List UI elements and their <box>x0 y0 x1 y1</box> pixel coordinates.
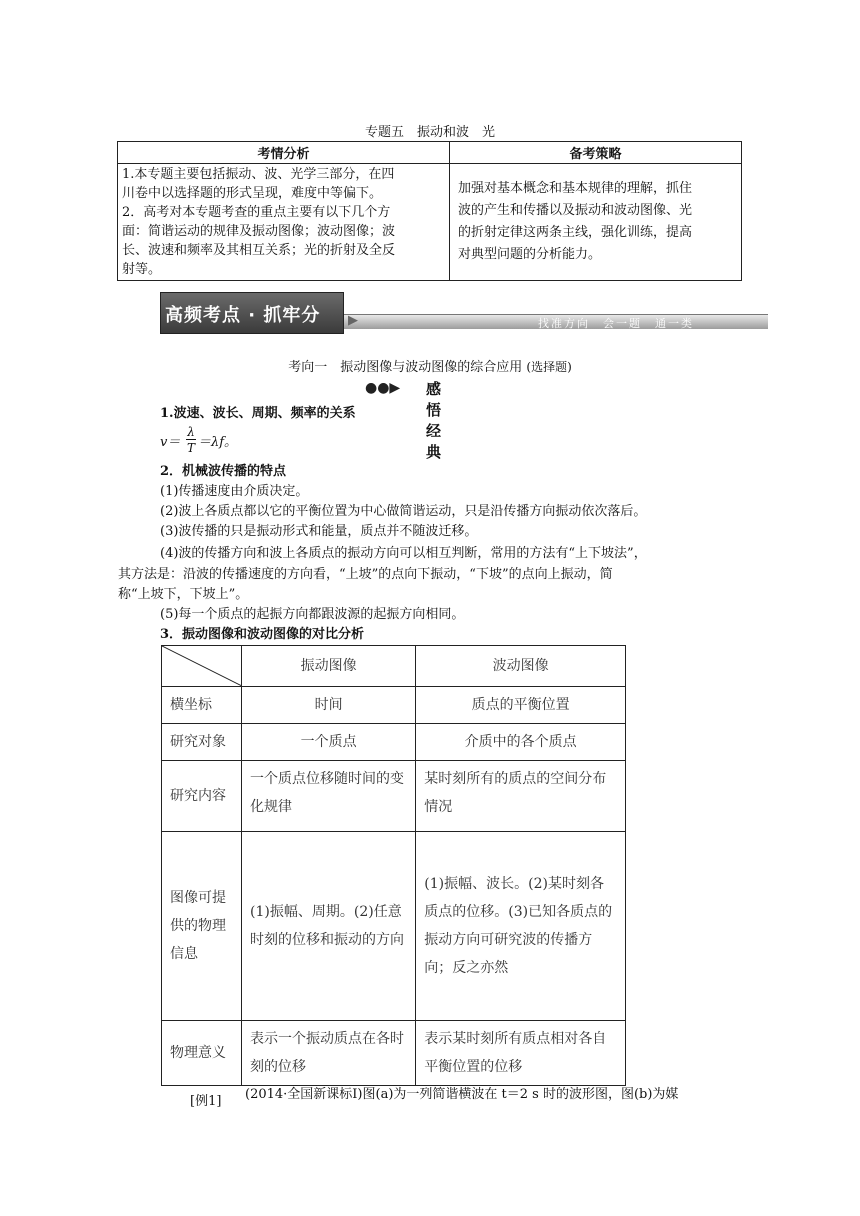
strategy-cell <box>450 164 742 281</box>
analysis-table <box>117 141 742 281</box>
table-row <box>162 1021 626 1086</box>
formula-denominator: T <box>186 441 195 455</box>
formula-numerator: λ <box>187 425 195 439</box>
item2-title: 2．机械波传播的特点 <box>160 464 287 479</box>
dots-arrow-icon: ●●▶ <box>365 380 401 396</box>
play-arrow-icon: ▶ <box>348 313 358 328</box>
table-row <box>162 761 626 832</box>
analysis-line: 1.本专题主要包括振动、波、光学三部分，在四 <box>122 167 395 182</box>
paragraph: (2)波上各质点都以它的平衡位置为中心做简谐运动，只是沿传播方向振动依次落后。 <box>160 504 647 519</box>
vibration-cell: 时间 <box>242 687 416 724</box>
header-vibration: 振动图像 <box>242 646 416 687</box>
section-banner <box>160 292 768 332</box>
table-row <box>162 646 626 687</box>
row-label: 物理意义 <box>162 1021 242 1086</box>
row-label: 图像可提供的物理信息 <box>162 832 242 1021</box>
classic-label: 感 悟 经 典 <box>426 380 444 461</box>
row-label: 横坐标 <box>162 687 242 724</box>
strategy-line: 对典型问题的分析能力。 <box>458 247 602 262</box>
formula-suffix: ＝λf。 <box>198 435 238 450</box>
vibration-cell: 表示一个振动质点在各时刻的位移 <box>242 1021 416 1086</box>
banner-subtitle: 找准方向 会一题 通一类 <box>538 317 694 330</box>
analysis-header: 考情分析 <box>118 142 450 164</box>
vibration-cell: 一个质点位移随时间的变化规律 <box>242 761 416 832</box>
table-row <box>162 724 626 761</box>
analysis-line: 长、波速和频率及其相互关系；光的折射及全反 <box>122 243 396 258</box>
analysis-line: 面：简谐运动的规律及振动图像；波动图像；波 <box>122 224 396 239</box>
header-wave: 波动图像 <box>416 646 626 687</box>
paragraph: 称“上坡下，下坡上”。 <box>118 587 249 602</box>
item3-title: 3．振动图像和波动图像的对比分析 <box>160 627 365 642</box>
wave-cell: 质点的平衡位置 <box>416 687 626 724</box>
analysis-line: 射等。 <box>122 262 162 277</box>
analysis-line: 2．高考对本专题考查的重点主要有以下几个方 <box>122 205 391 220</box>
paragraph: 其方法是：沿波的传播速度的方向看，“上坡”的点向下振动，“下坡”的点向上振动，简 <box>118 567 613 582</box>
example-label: [例1] <box>190 1094 222 1109</box>
paragraph: (1)传播速度由介质决定。 <box>160 484 309 499</box>
formula-prefix: v＝ <box>160 435 181 450</box>
analysis-cell <box>118 164 450 281</box>
row-label: 研究内容 <box>162 761 242 832</box>
paragraph: (5)每一个质点的起振方向都跟波源的起振方向相同。 <box>160 607 465 622</box>
wave-cell: (1)振幅、波长。(2)某时刻各质点的位移。(3)已知各质点的振动方向可研究波的传播方向；反之亦然 <box>416 832 626 1021</box>
comparison-table <box>161 645 626 1086</box>
section-heading <box>0 356 860 375</box>
strategy-header: 备考策略 <box>450 142 742 164</box>
banner-title: 高频考点 · 抓牢分 <box>165 305 321 326</box>
analysis-line: 川卷中以选择题的形式呈现，难度中等偏下。 <box>122 186 383 201</box>
section-heading-text: 考向一 振动图像与波动图像的综合应用 <box>288 360 523 375</box>
table-row <box>162 687 626 724</box>
item1-title: 1.波速、波长、周期、频率的关系 <box>160 406 356 421</box>
paragraph: (3)波传播的只是振动形式和能量，质点并不随波迁移。 <box>160 524 478 539</box>
example-text: (2014·全国新课标Ⅰ)图(a)为一列简谐横波在 t＝2 s 时的波形图，图(b)为媒 <box>245 1087 679 1102</box>
section-heading-tag: (选择题) <box>526 360 572 374</box>
page-title: 专题五 振动和波 光 <box>364 125 495 140</box>
wave-cell: 介质中的各个质点 <box>416 724 626 761</box>
row-label: 研究对象 <box>162 724 242 761</box>
table-row <box>162 832 626 1021</box>
diagonal-header-cell <box>162 646 242 687</box>
strategy-line: 的折射定律这两条主线，强化训练，提高 <box>458 225 693 240</box>
wave-cell: 某时刻所有的质点的空间分布情况 <box>416 761 626 832</box>
strategy-line: 加强对基本概念和基本规律的理解，抓住 <box>458 181 693 196</box>
wave-cell: 表示某时刻所有质点相对各自平衡位置的位移 <box>416 1021 626 1086</box>
banner-badge <box>160 292 344 334</box>
strategy-line: 波的产生和传播以及振动和波动图像、光 <box>458 203 693 218</box>
paragraph: (4)波的传播方向和波上各质点的振动方向可以相互判断，常用的方法有“上下坡法”， <box>160 546 647 561</box>
vibration-cell: 一个质点 <box>242 724 416 761</box>
diagonal-line <box>162 646 242 686</box>
vibration-cell: (1)振幅、周期。(2)任意时刻的位移和振动的方向 <box>242 832 416 1021</box>
